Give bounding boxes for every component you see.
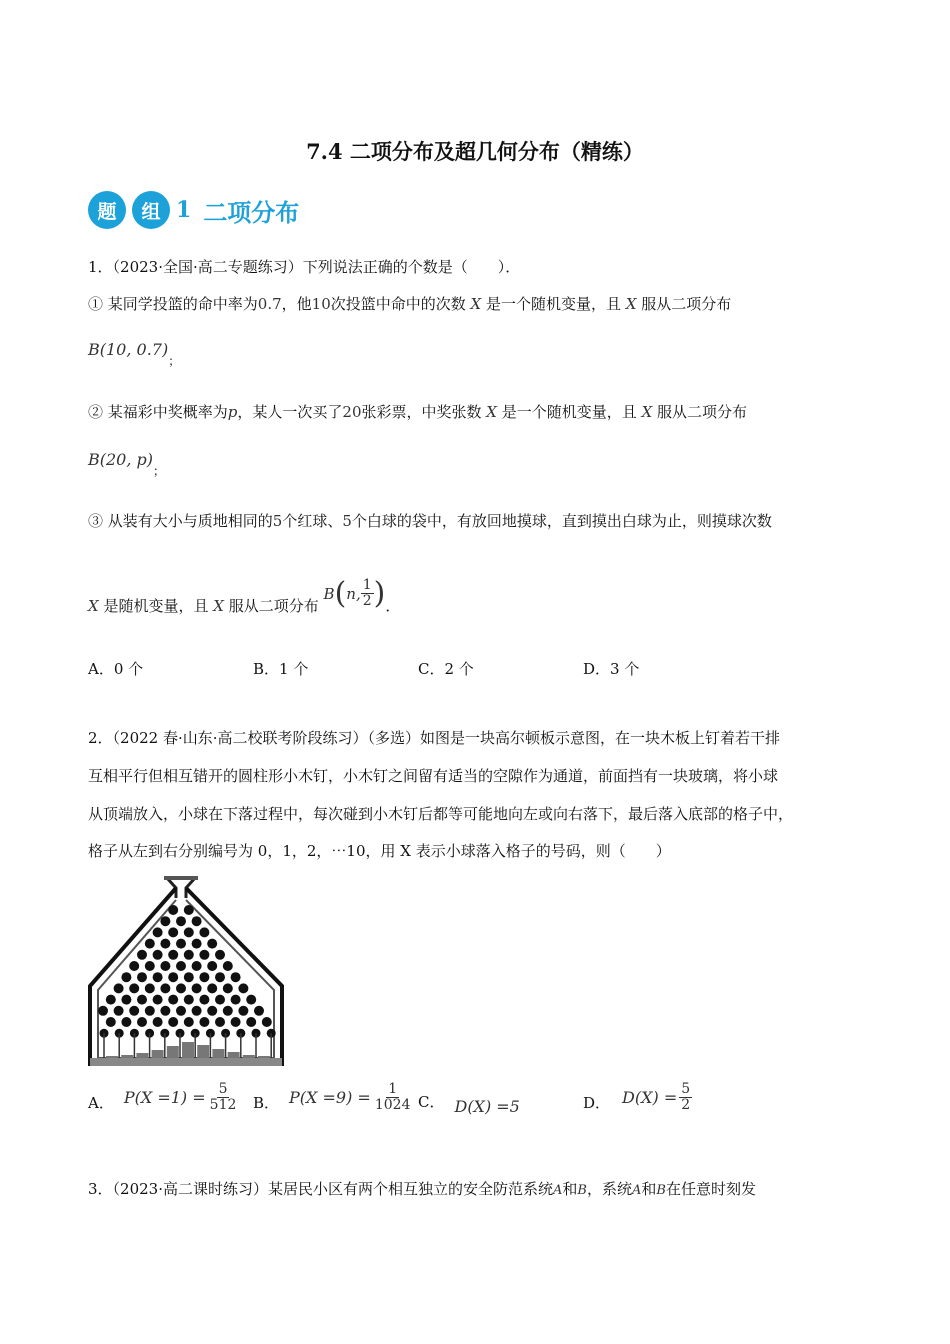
galton-peg [176,983,186,993]
galton-peg [153,927,163,937]
galton-peg [262,1017,272,1027]
galton-peg [137,972,147,982]
galton-peg [168,927,178,937]
galton-peg [238,983,248,993]
q3-line-1: 3．（2023·高二课时练习）某居民小区有两个相互独立的安全防范系统A和B，系统A和B在任意时刻发 [88,1180,756,1198]
galton-peg [199,950,209,960]
galton-peg [137,1017,147,1027]
galton-peg [238,1006,248,1016]
galton-peg [160,961,170,971]
galton-peg [168,905,178,915]
galton-peg [98,1006,108,1016]
page-title: 7.4 二项分布及超几何分布（精练） [306,139,644,164]
slot-balls [258,1056,270,1058]
galton-peg [121,972,131,982]
galton-peg [207,983,217,993]
galton-peg [184,927,194,937]
galton-peg [145,939,155,949]
slot-balls [182,1042,194,1058]
q1-option-c[interactable]: C．2 个 [418,660,474,678]
galton-peg [160,939,170,949]
slot-balls [228,1052,240,1058]
slot-balls [197,1045,209,1058]
galton-peg [176,916,186,926]
galton-peg [199,995,209,1005]
galton-peg [145,983,155,993]
galton-peg [145,1006,155,1016]
group-header [88,190,299,230]
galton-peg [199,927,209,937]
galton-peg [137,995,147,1005]
galton-peg [246,995,256,1005]
q2-line-1: 2．（2022 春·山东·高二校联考阶段练习）（多选）如图是一块高尔顿板示意图，在一块木板上钉着若干排 [88,729,781,747]
q2-line-2: 互相平行但相互错开的圆柱形小木钉，小木钉之间留有适当的空隙作为通道，前面挡有一块玻璃，将小球 [88,767,779,785]
q2-line-4: 格子从左到右分别编号为 0，1，2，⋯10，用 X 表示小球落入格子的号码，则（ ） [88,842,671,860]
galton-peg [114,1006,124,1016]
galton-peg [223,983,233,993]
galton-peg [121,1017,131,1027]
galton-peg [153,972,163,982]
galton-peg [215,972,225,982]
q1-option-d[interactable]: D．3 个 [583,660,640,678]
galton-peg [192,939,202,949]
galton-peg [207,939,217,949]
q1-statement-1: ① 某同学投篮的命中率为0.7，他10次投篮中命中的次数 X 是一个随机变量，且 X 服从二项分布 [88,295,732,313]
galton-peg [192,1006,202,1016]
q2-option-d[interactable]: D． D(X) = $\frac{5}{2}$ [583,1081,691,1113]
galton-peg [192,961,202,971]
q2-line-3: 从顶端放入，小球在下落过程中，每次碰到小木钉后都等可能地向左或向右落下，最后落入底部的格子中， [88,805,794,823]
galton-peg [145,961,155,971]
galton-peg [168,1017,178,1027]
galton-peg [231,972,241,982]
galton-peg [223,1006,233,1016]
galton-board-figure [88,874,284,1072]
galton-peg [199,972,209,982]
galton-peg [106,1017,116,1027]
galton-peg [176,1006,186,1016]
q1-statement-3-cont: X 是随机变量，且 X 服从二项分布 B ( n, $\frac{1}{2}$ ) ． [88,576,401,615]
galton-peg [192,983,202,993]
q1-statement-2-dist: B(20, $p)_;$ [88,450,166,478]
galton-peg [246,1017,256,1027]
galton-peg [160,1006,170,1016]
slot-balls [212,1049,224,1058]
slot-balls [121,1055,133,1058]
galton-peg [184,972,194,982]
galton-peg [129,983,139,993]
galton-peg [215,1017,225,1027]
group-badge-1: 题 [88,191,126,229]
galton-peg [223,961,233,971]
galton-peg [254,1006,264,1016]
galton-peg [129,961,139,971]
galton-peg [176,961,186,971]
galton-peg [168,950,178,960]
q2-option-b[interactable]: B． P(X =9) = $\frac{1}{1024}$ [253,1081,411,1113]
galton-peg [184,995,194,1005]
galton-peg [207,1006,217,1016]
galton-peg [114,983,124,993]
binomial-n-half: B ( n, $\frac{1}{2}$ ) [323,576,386,611]
galton-peg [168,995,178,1005]
slot-balls [106,1056,118,1058]
galton-peg [153,1017,163,1027]
q1-statement-1-dist: B(10, $0.7)_;$ [88,340,181,368]
q1-statement-3: ③ 从装有大小与质地相同的5个红球、5个白球的袋中，有放回地摸球，直到摸出白球为止，则摸球次数 [88,512,772,530]
galton-peg [199,1017,209,1027]
galton-peg [231,995,241,1005]
slot-balls [167,1046,179,1058]
q2-option-a[interactable]: A． P(X =1) = $\frac{5}{512}$ [88,1081,237,1113]
slot-balls [136,1053,148,1058]
galton-peg [160,916,170,926]
q1-option-b[interactable]: B．1 个 [253,660,309,678]
q1-option-a[interactable]: A．0 个 [88,660,144,678]
galton-peg [184,905,194,915]
galton-peg [207,961,217,971]
galton-peg [231,1017,241,1027]
galton-peg [106,995,116,1005]
galton-peg [129,1006,139,1016]
slot-balls [243,1055,255,1058]
galton-peg [192,916,202,926]
group-number: 1 [176,197,192,223]
galton-peg [160,983,170,993]
galton-peg [168,972,178,982]
q1-statement-2: ② 某福彩中奖概率为p，某人一次买了20张彩票，中奖张数 X 是一个随机变量，且 X 服从二项分布 [88,403,748,421]
group-badge-2: 组 [132,191,170,229]
slot-balls [152,1050,164,1058]
group-title: 二项分布 [203,197,300,227]
galton-peg [215,995,225,1005]
galton-peg [121,995,131,1005]
galton-peg [137,950,147,960]
galton-peg [215,950,225,960]
galton-peg [153,995,163,1005]
galton-board-svg [88,874,284,1068]
galton-peg [184,950,194,960]
q1-stem: 1．（2023·全国·高二专题练习）下列说法正确的个数是（ ）． [88,258,521,276]
galton-peg [184,1017,194,1027]
galton-peg [153,950,163,960]
q2-option-c[interactable]: C． D(X) =5 [418,1093,520,1116]
galton-peg [176,939,186,949]
